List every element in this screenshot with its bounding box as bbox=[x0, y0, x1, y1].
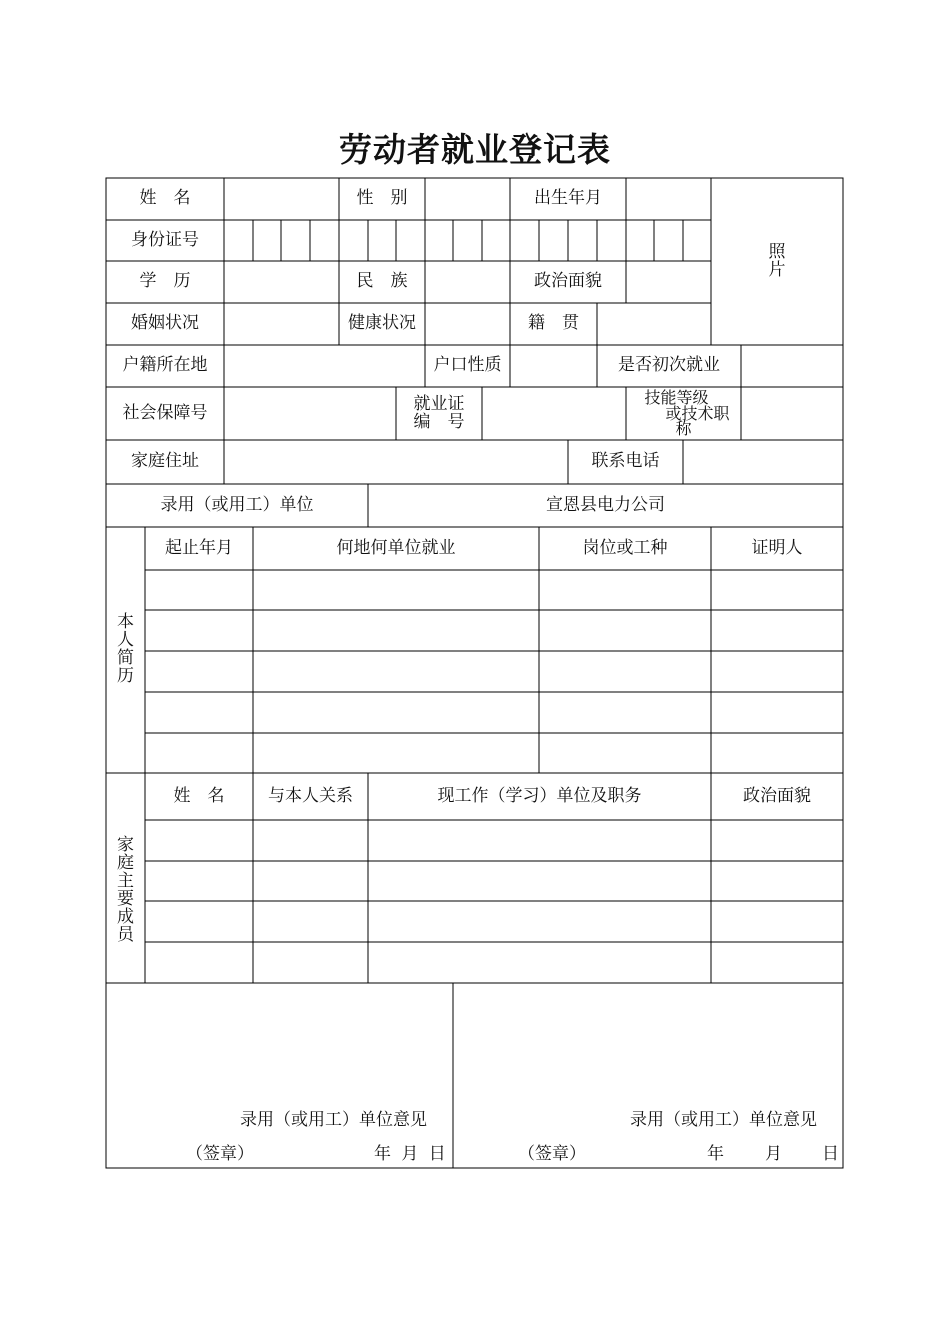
gender-field[interactable] bbox=[425, 178, 510, 220]
skill-level-label-1: 技能等级 bbox=[644, 387, 709, 407]
household-type-field[interactable] bbox=[510, 345, 597, 387]
employment-cert-label-2: 编 号 bbox=[413, 411, 465, 432]
skill-level-label-3: 称 bbox=[675, 419, 692, 439]
ethnicity-label: 民 族 bbox=[356, 271, 408, 292]
skill-level-label bbox=[626, 387, 741, 440]
id-number-label: 身份证号 bbox=[131, 229, 199, 250]
employer-value[interactable]: 宣恩县电力公司 bbox=[546, 494, 665, 515]
left-opinion-label: 录用（或用工）单位意见 bbox=[240, 1110, 427, 1130]
family-header-political: 政治面貌 bbox=[743, 785, 811, 806]
education-label: 学 历 bbox=[139, 271, 191, 292]
resume-label-char: 人 bbox=[117, 630, 134, 651]
right-seal-label: （签章） bbox=[518, 1144, 586, 1164]
education-field[interactable] bbox=[224, 261, 339, 303]
birth-field[interactable] bbox=[626, 178, 711, 220]
employer-label: 录用（或用工）单位 bbox=[160, 494, 314, 515]
right-day-label: 日 bbox=[822, 1144, 839, 1164]
resume-header-witness: 证明人 bbox=[751, 537, 803, 558]
resume-header-period: 起止年月 bbox=[165, 537, 233, 558]
skill-level-label-2: 或技术职 bbox=[665, 403, 730, 423]
photo-label-2: 片 bbox=[768, 259, 786, 280]
family-label-char: 庭 bbox=[117, 853, 134, 874]
photo-box[interactable] bbox=[711, 178, 843, 345]
family-label-char: 家 bbox=[117, 835, 134, 856]
first-employment-field[interactable] bbox=[741, 345, 843, 387]
family-header-workplace: 现工作（学习）单位及职务 bbox=[437, 785, 642, 806]
family-label-char: 员 bbox=[117, 924, 134, 945]
health-status-field[interactable] bbox=[425, 303, 510, 345]
family-header-relation: 与本人关系 bbox=[268, 785, 353, 806]
family-header-name: 姓 名 bbox=[173, 785, 225, 806]
family-label-char: 成 bbox=[117, 906, 134, 927]
household-location-label: 户籍所在地 bbox=[122, 355, 208, 376]
resume-header-position: 岗位或工种 bbox=[582, 537, 668, 558]
id-number-field[interactable] bbox=[224, 220, 711, 261]
right-opinion-label: 录用（或用工）单位意见 bbox=[630, 1110, 817, 1130]
employment-cert-field[interactable] bbox=[482, 387, 626, 440]
family-label-char: 要 bbox=[117, 889, 134, 909]
political-status-label: 政治面貌 bbox=[534, 271, 602, 292]
social-security-field[interactable] bbox=[224, 387, 396, 440]
left-date-label: 年 月 日 bbox=[374, 1144, 446, 1164]
home-address-label: 家庭住址 bbox=[131, 451, 199, 472]
name-label: 姓 名 bbox=[139, 188, 191, 209]
right-month-label: 月 bbox=[765, 1144, 782, 1164]
employment-cert-label-1: 就业证 bbox=[413, 393, 465, 414]
page-title: 劳动者就业登记表 bbox=[339, 130, 611, 169]
employment-cert-label bbox=[396, 387, 482, 440]
social-security-label: 社会保障号 bbox=[122, 402, 208, 423]
native-place-label: 籍 贯 bbox=[528, 313, 579, 334]
family-label-char: 主 bbox=[117, 871, 134, 892]
right-year-label: 年 bbox=[707, 1144, 724, 1164]
photo-label-1: 照 bbox=[768, 241, 786, 262]
political-status-field[interactable] bbox=[626, 261, 711, 303]
contact-phone-label: 联系电话 bbox=[591, 451, 660, 472]
household-type-label: 户口性质 bbox=[433, 355, 502, 376]
birth-label: 出生年月 bbox=[534, 188, 602, 209]
resume-label-char: 历 bbox=[117, 665, 134, 686]
left-seal-label: （签章） bbox=[186, 1144, 254, 1164]
resume-header-employer: 何地何单位就业 bbox=[336, 537, 456, 558]
health-status-label: 健康状况 bbox=[348, 313, 416, 334]
skill-level-field[interactable] bbox=[741, 387, 843, 440]
first-employment-label: 是否初次就业 bbox=[618, 355, 720, 376]
contact-phone-field[interactable] bbox=[683, 440, 843, 484]
home-address-field[interactable] bbox=[224, 440, 568, 484]
family-section-label bbox=[106, 773, 145, 983]
household-location-field[interactable] bbox=[224, 345, 425, 387]
resume-section-label bbox=[106, 527, 145, 773]
name-field[interactable] bbox=[224, 178, 339, 220]
marital-status-label: 婚姻状况 bbox=[131, 313, 199, 334]
native-place-field[interactable] bbox=[597, 303, 711, 345]
resume-label-char: 简 bbox=[117, 648, 134, 668]
marital-status-field[interactable] bbox=[224, 303, 339, 345]
gender-label: 性 别 bbox=[356, 188, 408, 209]
resume-label-char: 本 bbox=[117, 612, 134, 633]
ethnicity-field[interactable] bbox=[425, 261, 510, 303]
